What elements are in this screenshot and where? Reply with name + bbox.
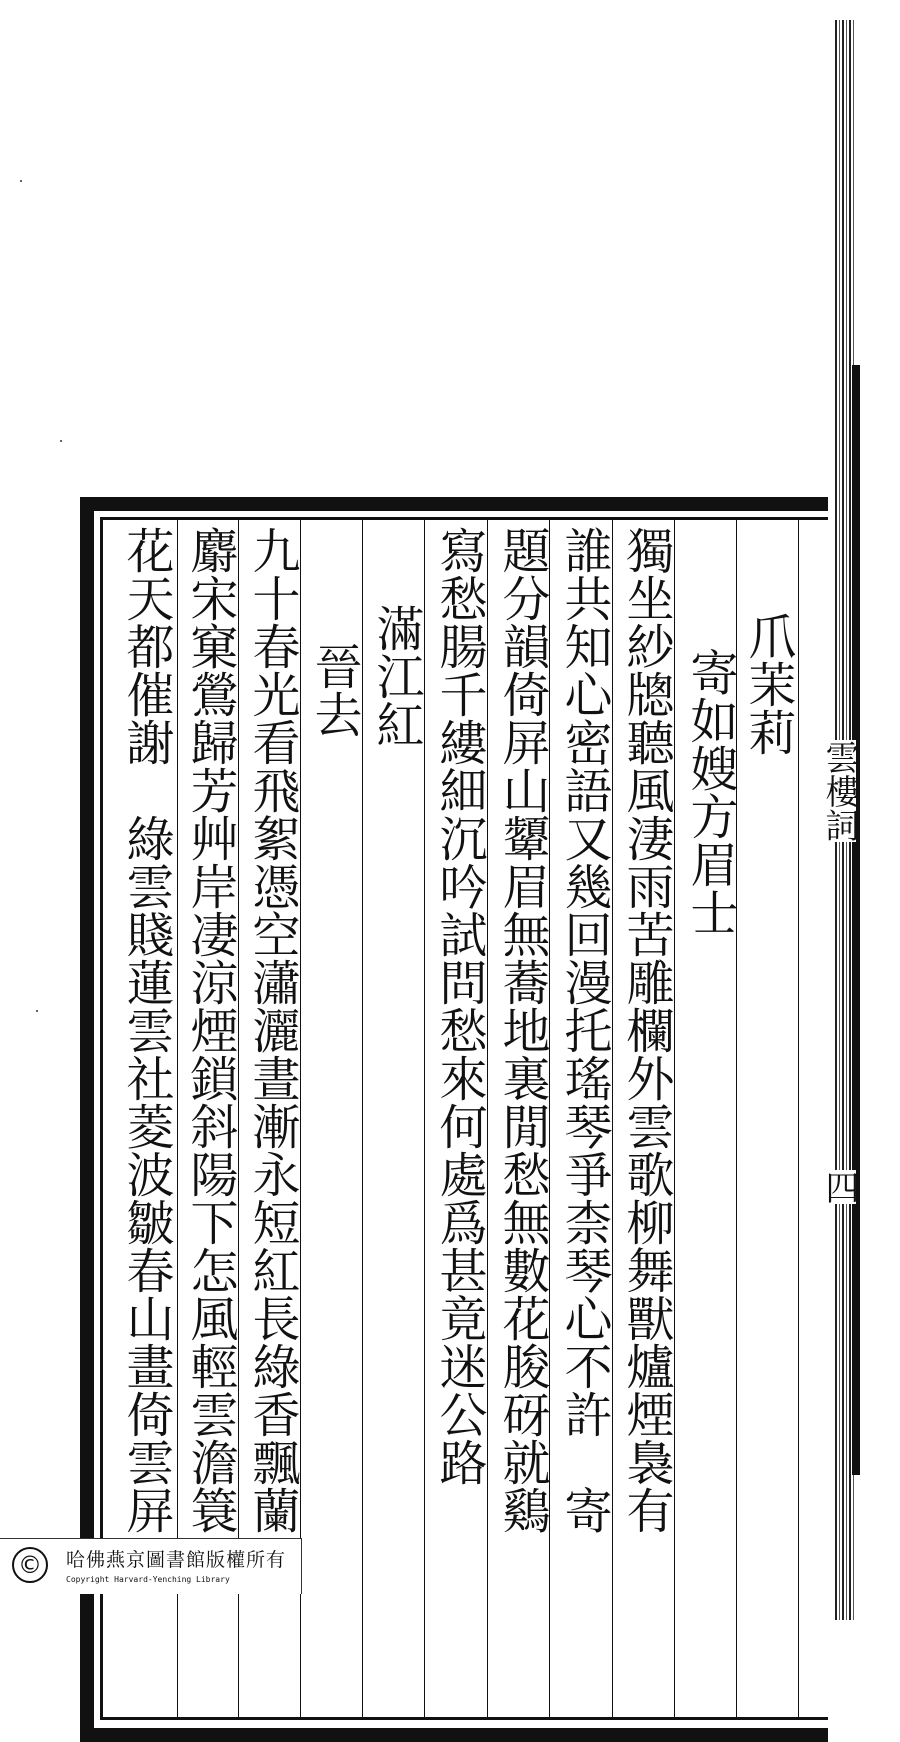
scan-speck [36,1010,38,1012]
fold-title: 雲樓詞 [819,740,859,842]
dedication-column: 寄如嫂方眉士 [682,648,738,936]
text-column: 題分韻倚屏山顰眉無蕎地裏閒愁無數花朘砑就鷄 [494,526,550,1534]
scan-speck [20,180,22,182]
column-rule [798,520,799,1718]
text-column: 九十春光看飛絮憑空瀟灑晝漸永短紅長綠香飄蘭 [244,526,300,1534]
column-rule [612,520,613,1718]
column-rule [487,520,488,1718]
column-rule [362,520,363,1718]
copyright-stamp [0,1538,302,1594]
copyright-text-chinese: 哈佛燕京圖書館版權所有 [66,1549,287,1571]
text-column: 寫愁腸千縷細沉吟試問愁來何處爲甚竟迷公路 [431,526,487,1486]
text-column: 花天都催謝 綠雲賤蓮雲社菱波皺春山畫倚雲屏 [118,526,174,1534]
poem-title-column: 爪茉莉 [740,612,796,756]
text-column: 麝宋窠鶯歸芳艸岸凄涼煙鎖斜陽下怎風輕雲澹簑 [182,526,238,1534]
subtitle-column: 晉去 [306,642,362,738]
text-column: 誰共知心密語又幾回漫托瑤琴爭柰琴心不許 寄 [556,526,612,1534]
text-column: 獨坐紗牕聽風淒雨苦雕欄外雲歌柳舞獸爐煙裊有 [618,526,674,1534]
tune-title-column: 滿江紅 [368,604,424,748]
fold-page-mark: 四 [819,1170,859,1204]
scan-speck [60,440,62,442]
copyright-icon: © [12,1547,48,1583]
column-rule [424,520,425,1718]
copyright-text-english: Copyright Harvard-Yenching Library [66,1575,230,1584]
column-rule [674,520,675,1718]
binding-shadow [852,365,860,1475]
